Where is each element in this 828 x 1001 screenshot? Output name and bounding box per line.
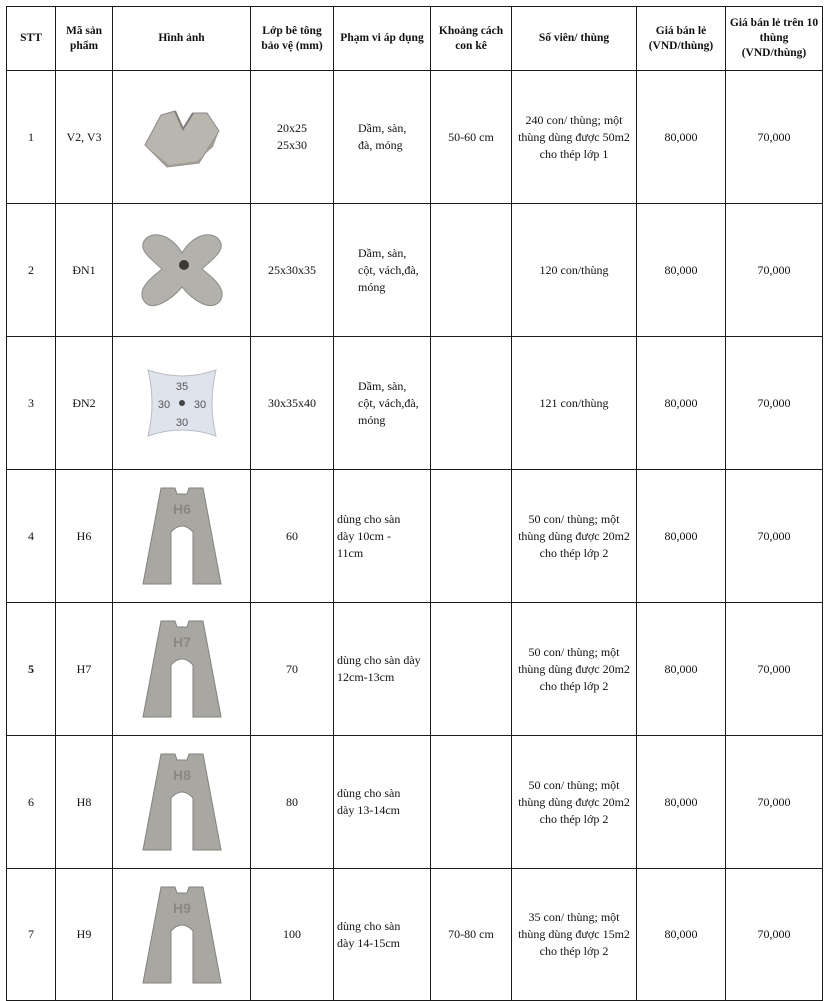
cell-cover-thickness: 80 [251,736,334,869]
cell-cover-thickness: 60 [251,470,334,603]
cell-retail-price: 80,000 [637,71,726,204]
v-spacer-block-icon [113,101,250,173]
header-bulk-price: Giá bán lẻ trên 10 thùng (VND/thùng) [726,7,823,71]
cell-product-code: H7 [56,603,113,736]
cell-application-scope: dùng cho sàn dày 12cm-13cm [334,603,431,736]
h-spacer-icon [113,613,250,725]
svg-text:H6: H6 [172,501,191,517]
svg-text:30: 30 [157,399,170,411]
cell-bulk-price: 70,000 [726,71,823,204]
cell-stt: 4 [7,470,56,603]
cell-application-scope: Dầm, sàn, đà, móng [334,71,431,204]
cell-stt: 5 [7,603,56,736]
cell-product-code: H8 [56,736,113,869]
table-row [7,470,823,603]
cell-retail-price: 80,000 [637,337,726,470]
svg-text:30: 30 [193,399,206,411]
h-spacer-icon [113,480,250,592]
cell-image [113,204,251,337]
cell-spacing: 70-80 cm [431,869,512,1001]
cell-retail-price: 80,000 [637,204,726,337]
cell-application-scope: dùng cho sàn dày 14-15cm [334,869,431,1001]
header-stt: STT [7,7,56,71]
cell-stt: 1 [7,71,56,204]
cell-pieces-per-box: 50 con/ thùng; một thùng dùng được 20m2 cho thép lớp 2 [512,736,637,869]
h-spacer-icon [113,746,250,858]
cell-spacing [431,337,512,470]
cell-product-code: H9 [56,869,113,1001]
cell-bulk-price: 70,000 [726,204,823,337]
cell-cover-thickness: 100 [251,869,334,1001]
cell-cover-thickness: 25x30x35 [251,204,334,337]
header-retail-price: Giá bán lẻ (VND/thùng) [637,7,726,71]
cell-pieces-per-box: 120 con/thùng [512,204,637,337]
cell-application-scope: dùng cho sàn dày 10cm - 11cm [334,470,431,603]
cell-bulk-price: 70,000 [726,603,823,736]
cell-image [113,337,251,470]
cell-stt: 7 [7,869,56,1001]
cell-image [113,869,251,1001]
table-row [7,869,823,1001]
header-application-scope: Phạm vi áp dụng [334,7,431,71]
cell-pieces-per-box: 35 con/ thùng; một thùng dùng được 15m2 cho thép lớp 2 [512,869,637,1001]
cell-application-scope: Dầm, sàn, cột, vách,đà, móng [334,337,431,470]
table-row [7,71,823,204]
cell-spacing: 50-60 cm [431,71,512,204]
cross-spacer-icon [113,360,250,446]
table-row [7,736,823,869]
svg-text:30: 30 [175,417,188,429]
cell-bulk-price: 70,000 [726,470,823,603]
cell-image [113,603,251,736]
cell-spacing [431,603,512,736]
cell-bulk-price: 70,000 [726,869,823,1001]
cell-application-scope: dùng cho sàn dày 13-14cm [334,736,431,869]
cell-image [113,470,251,603]
cell-retail-price: 80,000 [637,736,726,869]
cell-cover-thickness: 70 [251,603,334,736]
table-row [7,337,823,470]
cell-spacing [431,736,512,869]
cell-pieces-per-box: 121 con/thùng [512,337,637,470]
cell-retail-price: 80,000 [637,603,726,736]
cell-product-code: ĐN1 [56,204,113,337]
cell-image [113,71,251,204]
cell-application-scope: Dầm, sàn, cột, vách,đà, móng [334,204,431,337]
table-row [7,204,823,337]
cell-spacing [431,204,512,337]
cell-spacing [431,470,512,603]
cell-stt: 6 [7,736,56,869]
cell-cover-thickness: 30x35x40 [251,337,334,470]
cell-product-code: ĐN2 [56,337,113,470]
table-row [7,603,823,736]
svg-text:35: 35 [175,381,188,393]
cell-bulk-price: 70,000 [726,337,823,470]
cell-bulk-price: 70,000 [726,736,823,869]
header-cover-thickness: Lớp bê tông bảo vệ (mm) [251,7,334,71]
star-spacer-icon [113,225,250,315]
cell-pieces-per-box: 50 con/ thùng; một thùng dùng được 20m2 cho thép lớp 2 [512,470,637,603]
cell-stt: 3 [7,337,56,470]
header-image: Hình ảnh [113,7,251,71]
cell-retail-price: 80,000 [637,869,726,1001]
product-price-table [6,6,823,1001]
cell-product-code: H6 [56,470,113,603]
svg-text:H8: H8 [172,767,191,783]
cell-pieces-per-box: 240 con/ thùng; một thùng dùng được 50m2 cho thép lớp 1 [512,71,637,204]
cell-cover-thickness: 20x25 25x30 [251,71,334,204]
cell-image [113,736,251,869]
cell-product-code: V2, V3 [56,71,113,204]
cell-retail-price: 80,000 [637,470,726,603]
cell-stt: 2 [7,204,56,337]
svg-text:H9: H9 [172,899,191,916]
header-pieces-per-box: Số viên/ thùng [512,7,637,71]
header-product-code: Mã sản phẩm [56,7,113,71]
table-header-row [7,7,823,71]
header-spacing: Khoảng cách con kê [431,7,512,71]
svg-text:H7: H7 [172,634,191,650]
cell-pieces-per-box: 50 con/ thùng; một thùng dùng được 20m2 cho thép lớp 2 [512,603,637,736]
h-spacer-icon [113,879,250,991]
